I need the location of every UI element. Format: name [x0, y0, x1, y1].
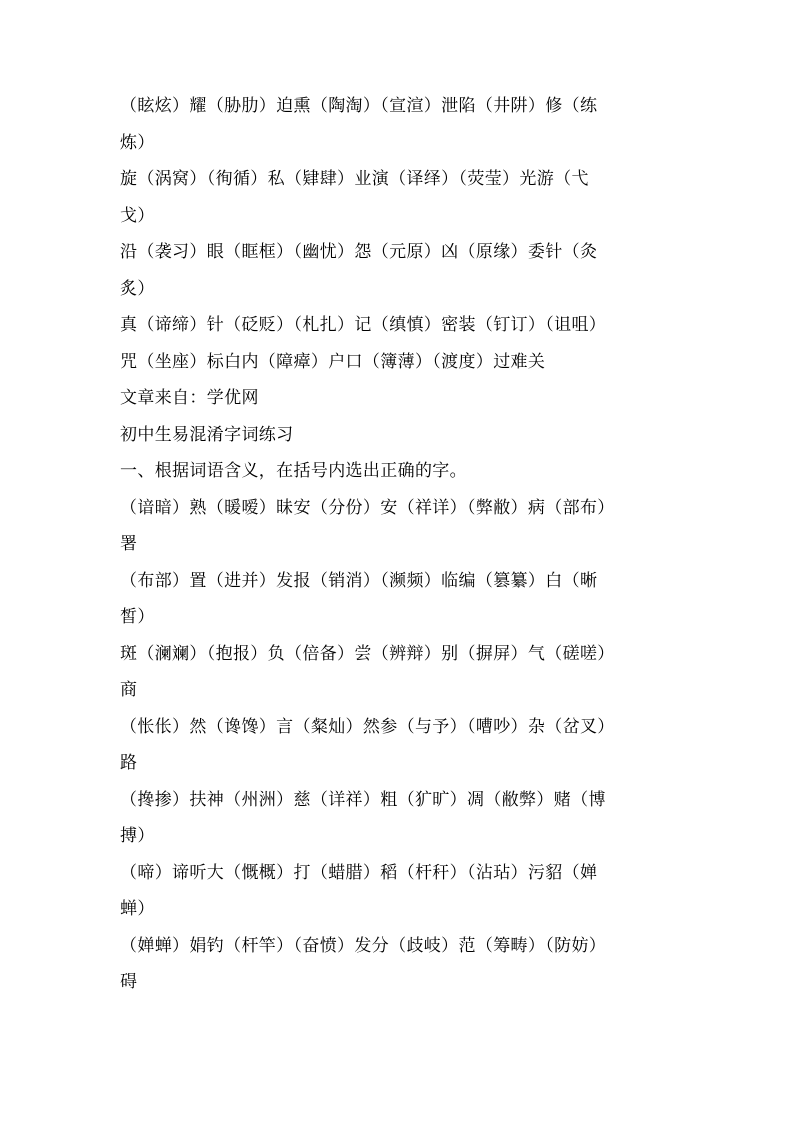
text-line: 真（谛缔）针（砭贬）（札扎）记（缜慎）密装（钉订）（诅咀） — [120, 315, 607, 335]
text-line: （搀掺）扶神（州洲）慈（详祥）粗（犷旷）凋（敝弊）赌（博 — [120, 789, 606, 810]
text-line: 蝉） — [120, 899, 155, 919]
text-line: 戈） — [120, 205, 155, 226]
text-line: 商 — [120, 680, 138, 700]
text-line: （布部）置（进并）发报（销消）（濒频）临编（篡纂）白（晰 — [120, 570, 598, 591]
source-line: 文章来自：学优网 — [120, 388, 259, 408]
text-line: 咒（坐座）标白内（障瘴）户口（簿薄）（渡度）过难关 — [120, 351, 546, 372]
text-line: （谙暗）熟（暖嗳）昧安（分份）安（祥详）（弊敝）病（部布） — [120, 497, 615, 518]
text-line: （眩炫）耀（胁肋）迫熏（陶淘）（宣渲）泄陷（井阱）修（练 — [120, 96, 598, 116]
text-line: 炼） — [120, 132, 155, 153]
exercise-instruction: 一、根据词语含义，在括号内选出正确的字。 — [120, 461, 467, 481]
text-line: 沿（袭习）眼（眶框）（幽忧）怨（元原）凶（原缘）委针（灸 — [120, 242, 598, 262]
text-line: 旋（涡窝）（徇循）私（肄肆）业演（译绎）（荧莹）光游（弋 — [120, 169, 589, 189]
text-line: 署 — [120, 534, 138, 554]
section-title: 初中生易混淆字词练习 — [120, 424, 294, 445]
text-line: 炙） — [120, 278, 155, 299]
text-line: 搏） — [120, 826, 155, 846]
text-line: （怅伥）然（谗馋）言（粲灿）然参（与予）（嘈吵）杂（岔叉） — [120, 716, 615, 737]
text-line: 皙） — [120, 607, 155, 627]
document-body — [120, 88, 680, 1001]
text-line: 路 — [120, 753, 138, 773]
text-line: 斑（澜斓）（抱报）负（倍备）尝（辨辩）别（摒屏）气（磋嗟） — [120, 643, 615, 664]
text-line: 碍 — [120, 972, 138, 992]
text-line: （婵蝉）娟钓（杆竿）（奋愤）发分（歧岐）范（筹畴）（防妨） — [120, 935, 607, 956]
text-line: （啼）谛听大（慨概）打（蜡腊）稻（杆秆）（沾玷）污貂（婵 — [120, 862, 598, 883]
